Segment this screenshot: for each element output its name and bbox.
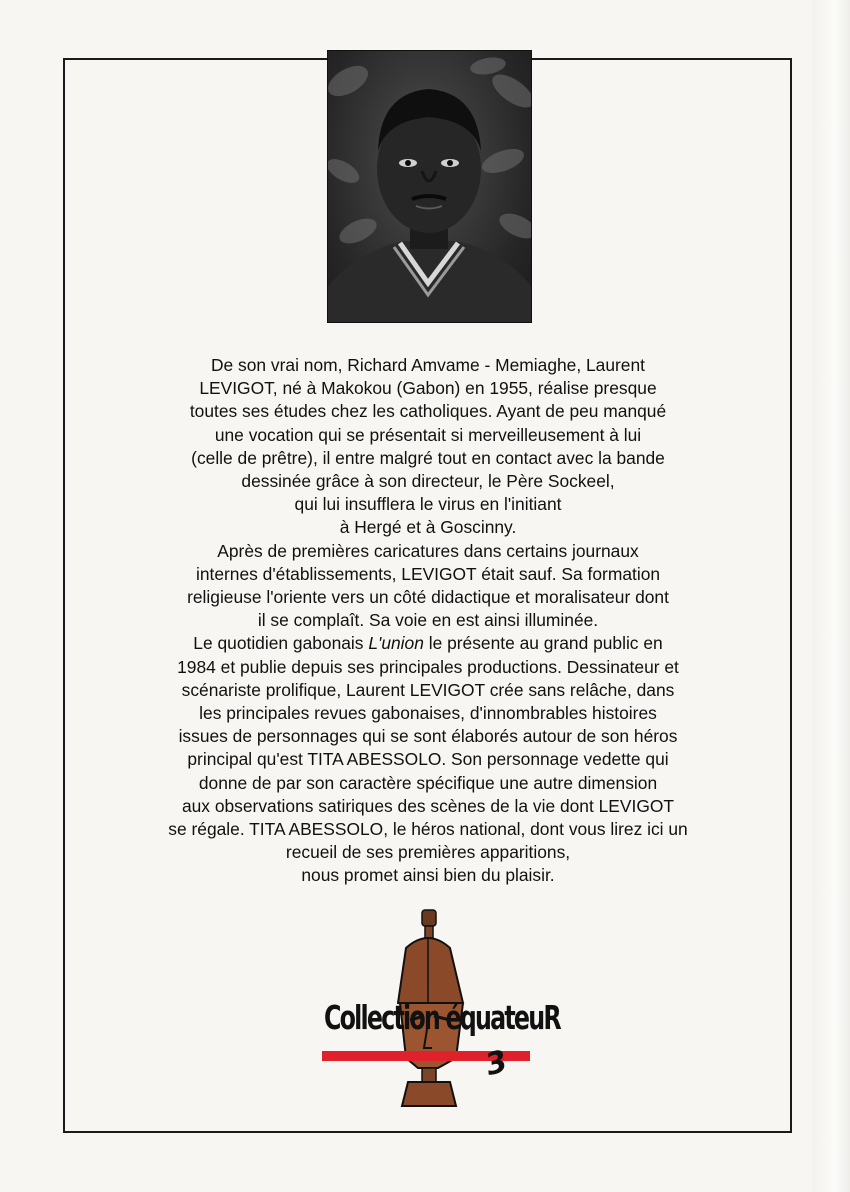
author-portrait (327, 50, 532, 323)
bio-paragraph-1: De son vrai nom, Richard Amvame - Memiaghe, Laurent LEVIGOT, né à Makokou (Gabon) en 1955, réalise presque toutes ses études chez les catholiques. Ayant de peu manqué une vocation qui se présentait si merveilleusement à lui (celle de prêtre), il entre malgré tout en contact avec la bande dessinée grâce à son directeur, le Père Sockeel, qui lui insufflera le virus en l'initiant à Hergé et à Goscinny. (189, 355, 667, 538)
cover-spine-edge (812, 0, 850, 1192)
author-portrait-illustration (328, 51, 531, 322)
bio-paragraph-2: Après de premières caricatures dans certains journaux internes d'établissements, LEVIGOT était sauf. Sa formation religieuse l'oriente vers un côté didactique et moralisateur dont il se complaît. Sa voie en est ainsi illuminée. (187, 540, 669, 631)
volume-number: 3 (481, 1043, 512, 1084)
bio-paragraph-3-start: Le quotidien gabonais (193, 633, 369, 654)
bio-paragraph-3 (140, 632, 716, 887)
newspaper-title: L'union (368, 633, 424, 654)
collection-title: Collection équateuR (324, 998, 560, 1037)
bio-paragraph-3-end: le présente au grand public en 1984 et publie depuis ses principales productions. Dessinateur et scénariste prolifique, Laurent LEVIGOT crée sans relâche, dans les principales revues gabonaises, d'innombrables histoires issues de personnages qui se sont élaborés autour de son héros principal qu'est TITA ABESSOLO. Son personnage vedette qui donne de par son caractère spécifique une autre dimension aux observations satiriques des scènes de la vie dont LEVIGOT se régale. TITA ABESSOLO, le héros national, dont vous lirez ici un recueil de ses premières apparitions, nous promet ainsi bien du plaisir. (168, 633, 688, 886)
collection-equateur-logo (318, 908, 560, 1108)
author-biography (140, 354, 716, 888)
